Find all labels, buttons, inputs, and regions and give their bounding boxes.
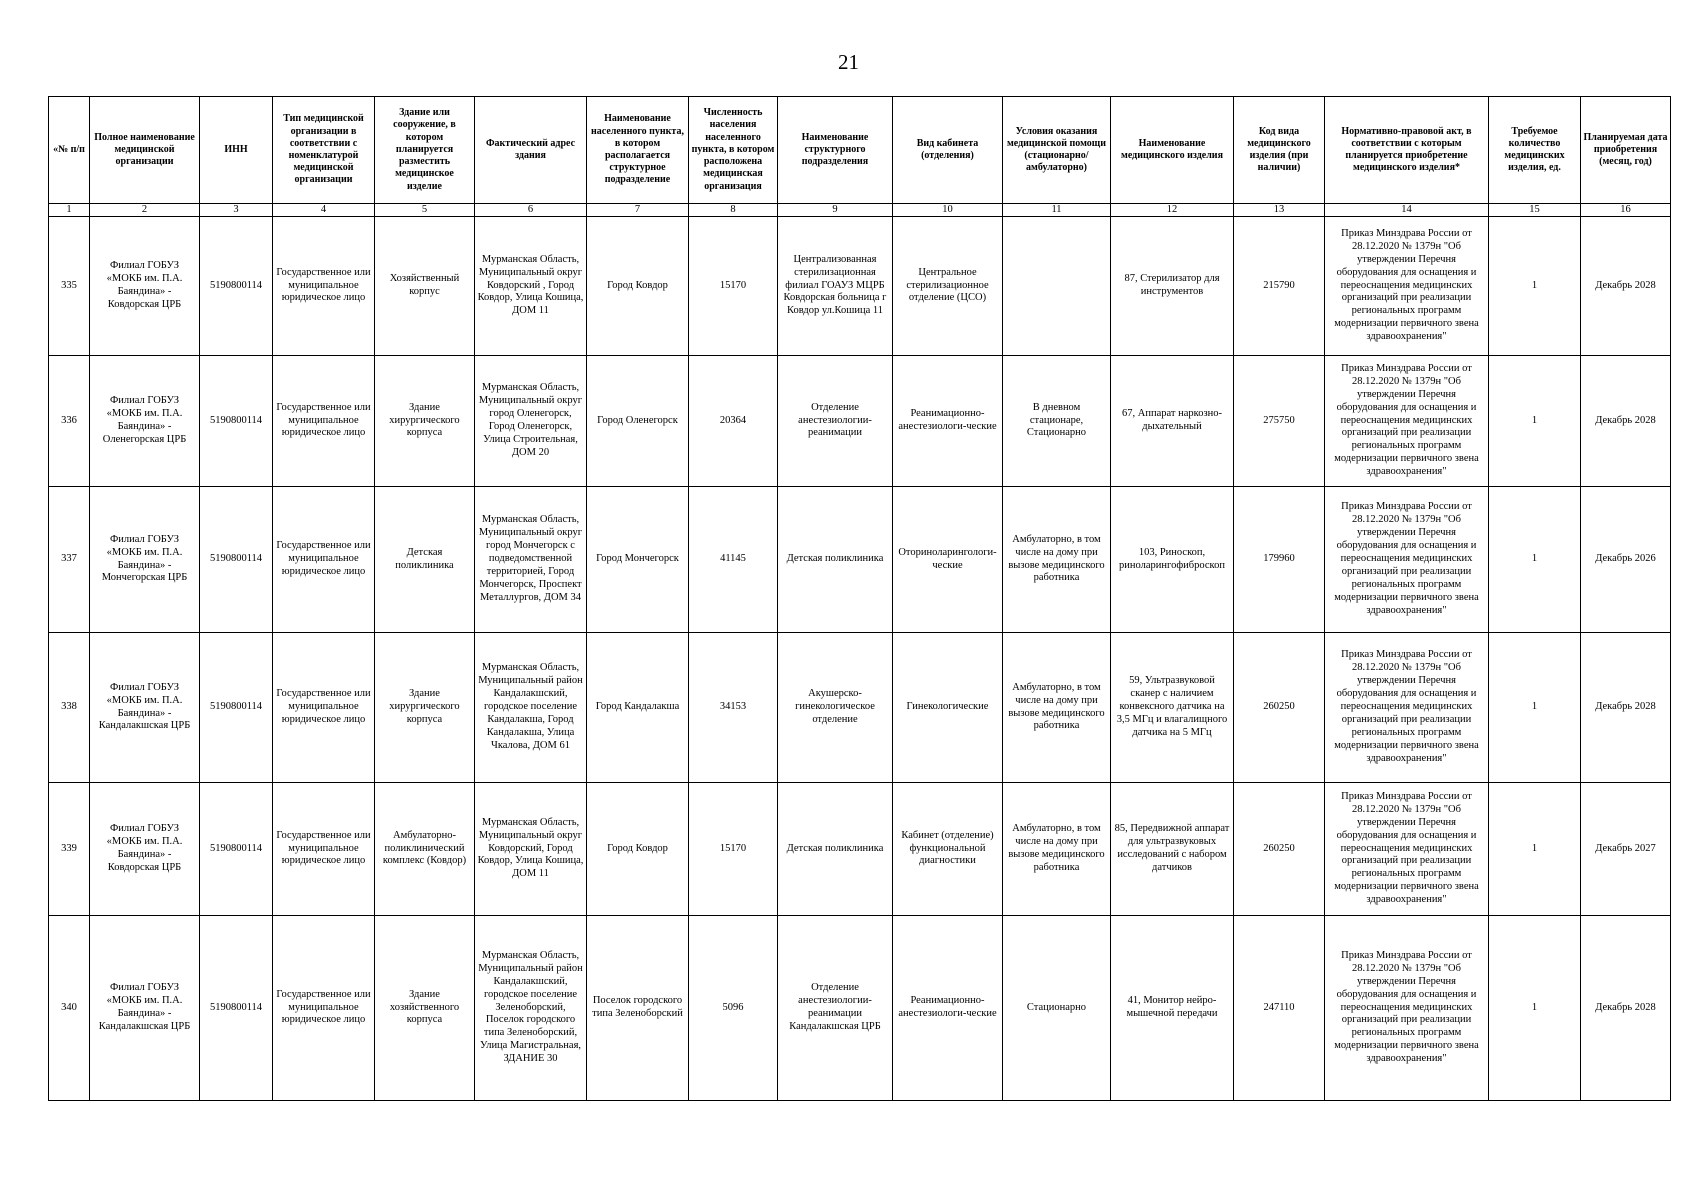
cell-qty: 1 xyxy=(1489,916,1581,1101)
header-cell: Численность населения населенного пункта, в котором расположена медицинская организация xyxy=(689,97,778,204)
column-number: 8 xyxy=(689,204,778,217)
header-cell: Код вида медицинского изделия (при наличии) xyxy=(1234,97,1325,204)
cell-org: Филиал ГОБУЗ «МОКБ им. П.А. Баяндина» - Кандалакшская ЦРБ xyxy=(90,916,200,1101)
cell-settlement: Поселок городского типа Зеленоборский xyxy=(587,916,689,1101)
cell-settlement: Город Ковдор xyxy=(587,217,689,356)
column-number: 12 xyxy=(1111,204,1234,217)
cell-code: 260250 xyxy=(1234,783,1325,916)
cell-population: 20364 xyxy=(689,356,778,487)
cell-org: Филиал ГОБУЗ «МОКБ им. П.А. Баяндина» - Ковдорская ЦРБ xyxy=(90,783,200,916)
table-row xyxy=(49,783,1671,916)
cell-building: Хозяйственный корпус xyxy=(375,217,475,356)
column-number: 9 xyxy=(778,204,893,217)
cell-act: Приказ Минздрава России от 28.12.2020 № 1379н "Об утверждении Перечня оборудования для оснащения и переоснащения медицинских организаций при реализации региональных программ модернизации первичного звена здравоохранения" xyxy=(1325,633,1489,783)
cell-inn: 5190800114 xyxy=(200,633,273,783)
cell-building: Амбулаторно-поликлинический комплекс (Ковдор) xyxy=(375,783,475,916)
header-cell: Наименование медицинского изделия xyxy=(1111,97,1234,204)
cell-settlement: Город Кандалакша xyxy=(587,633,689,783)
cell-address: Мурманская Область, Муниципальный округ город Оленегорск, Город Оленегорск, Улица Строительная, ДОМ 20 xyxy=(475,356,587,487)
cell-date: Декабрь 2028 xyxy=(1581,916,1671,1101)
table-row xyxy=(49,916,1671,1101)
cell-cabinet: Оториноларингологи-ческие xyxy=(893,487,1003,633)
cell-address: Мурманская Область, Муниципальный район Кандалакшский, городское поселение Зеленоборский, Поселок городского типа Зеленоборский, Улица Магистральная, ЗДАНИЕ 30 xyxy=(475,916,587,1101)
cell-code: 275750 xyxy=(1234,356,1325,487)
header-cell: Тип медицинской организации в соответствии с номенклатурой медицинской организации xyxy=(273,97,375,204)
cell-unit: Акушерско-гинекологическое отделение xyxy=(778,633,893,783)
cell-type: Государственное или муниципальное юридическое лицо xyxy=(273,633,375,783)
cell-num: 337 xyxy=(49,487,90,633)
cell-qty: 1 xyxy=(1489,633,1581,783)
cell-type: Государственное или муниципальное юридическое лицо xyxy=(273,217,375,356)
cell-cabinet: Кабинет (отделение) функциональной диагностики xyxy=(893,783,1003,916)
cell-settlement: Город Ковдор xyxy=(587,783,689,916)
cell-num: 336 xyxy=(49,356,90,487)
cell-act: Приказ Минздрава России от 28.12.2020 № 1379н "Об утверждении Перечня оборудования для оснащения и переоснащения медицинских организаций при реализации региональных программ модернизации первичного звена здравоохранения" xyxy=(1325,217,1489,356)
column-number: 16 xyxy=(1581,204,1671,217)
column-number: 11 xyxy=(1003,204,1111,217)
header-cell: Наименование населенного пункта, в котором располагается структурное подразделение xyxy=(587,97,689,204)
header-cell: ИНН xyxy=(200,97,273,204)
column-number: 6 xyxy=(475,204,587,217)
header-row xyxy=(49,97,1671,204)
cell-org: Филиал ГОБУЗ «МОКБ им. П.А. Баяндина» - Ковдорская ЦРБ xyxy=(90,217,200,356)
column-number: 3 xyxy=(200,204,273,217)
column-number: 10 xyxy=(893,204,1003,217)
cell-device: 85, Передвижной аппарат для ультразвуковых исследований с набором датчиков xyxy=(1111,783,1234,916)
cell-code: 179960 xyxy=(1234,487,1325,633)
column-number-row xyxy=(49,204,1671,217)
cell-device: 67, Аппарат наркозно-дыхательный xyxy=(1111,356,1234,487)
header-cell: Здание или сооружение, в котором планируется разместить медицинское изделие xyxy=(375,97,475,204)
cell-act: Приказ Минздрава России от 28.12.2020 № 1379н "Об утверждении Перечня оборудования для оснащения и переоснащения медицинских организаций при реализации региональных программ модернизации первичного звена здравоохранения" xyxy=(1325,356,1489,487)
header-cell: Фактический адрес здания xyxy=(475,97,587,204)
cell-org: Филиал ГОБУЗ «МОКБ им. П.А. Баяндина» - Оленегорская ЦРБ xyxy=(90,356,200,487)
cell-code: 260250 xyxy=(1234,633,1325,783)
cell-date: Декабрь 2028 xyxy=(1581,356,1671,487)
cell-qty: 1 xyxy=(1489,487,1581,633)
cell-settlement: Город Оленегорск xyxy=(587,356,689,487)
cell-address: Мурманская Область, Муниципальный район Кандалакшский, городское поселение Кандалакша, Город Кандалакша, Улица Чкалова, ДОМ 61 xyxy=(475,633,587,783)
cell-act: Приказ Минздрава России от 28.12.2020 № 1379н "Об утверждении Перечня оборудования для оснащения и переоснащения медицинских организаций при реализации региональных программ модернизации первичного звена здравоохранения" xyxy=(1325,916,1489,1101)
cell-inn: 5190800114 xyxy=(200,783,273,916)
cell-conditions: Амбулаторно, в том числе на дому при вызове медицинского работника xyxy=(1003,487,1111,633)
cell-unit: Отделение анестезиологии-реанимации Кандалакшская ЦРБ xyxy=(778,916,893,1101)
cell-type: Государственное или муниципальное юридическое лицо xyxy=(273,487,375,633)
cell-type: Государственное или муниципальное юридическое лицо xyxy=(273,783,375,916)
cell-device: 87, Стерилизатор для инструментов xyxy=(1111,217,1234,356)
page-number: 21 xyxy=(838,50,859,74)
header-cell: Полное наименование медицинской организации xyxy=(90,97,200,204)
header-cell: Условия оказания медицинской помощи (стационарно/ амбулаторно) xyxy=(1003,97,1111,204)
column-number: 4 xyxy=(273,204,375,217)
cell-unit: Детская поликлиника xyxy=(778,783,893,916)
cell-cabinet: Гинекологические xyxy=(893,633,1003,783)
cell-date: Декабрь 2028 xyxy=(1581,217,1671,356)
cell-device: 41, Монитор нейро-мышечной передачи xyxy=(1111,916,1234,1101)
cell-population: 15170 xyxy=(689,217,778,356)
cell-type: Государственное или муниципальное юридическое лицо xyxy=(273,356,375,487)
cell-code: 247110 xyxy=(1234,916,1325,1101)
cell-building: Здание хирургического корпуса xyxy=(375,633,475,783)
cell-conditions xyxy=(1003,217,1111,356)
cell-cabinet: Реанимационно-анестезиологи-ческие xyxy=(893,916,1003,1101)
cell-population: 5096 xyxy=(689,916,778,1101)
cell-org: Филиал ГОБУЗ «МОКБ им. П.А. Баяндина» - Мончегорская ЦРБ xyxy=(90,487,200,633)
column-number: 2 xyxy=(90,204,200,217)
cell-building: Здание хирургического корпуса xyxy=(375,356,475,487)
cell-cabinet: Реанимационно-анестезиологи-ческие xyxy=(893,356,1003,487)
cell-conditions: Амбулаторно, в том числе на дому при вызове медицинского работника xyxy=(1003,633,1111,783)
header-cell: «№ п/п xyxy=(49,97,90,204)
header-cell: Требуемое количество медицинских изделия, ед. xyxy=(1489,97,1581,204)
cell-conditions: Амбулаторно, в том числе на дому при вызове медицинского работника xyxy=(1003,783,1111,916)
cell-inn: 5190800114 xyxy=(200,217,273,356)
cell-building: Здание хозяйственного корпуса xyxy=(375,916,475,1101)
column-number: 13 xyxy=(1234,204,1325,217)
cell-inn: 5190800114 xyxy=(200,356,273,487)
table-row xyxy=(49,217,1671,356)
cell-population: 34153 xyxy=(689,633,778,783)
column-number: 1 xyxy=(49,204,90,217)
cell-qty: 1 xyxy=(1489,783,1581,916)
cell-unit: Централизованная стерилизационная филиал ГОАУЗ МЦРБ Ковдорская больница г Ковдор ул.Кошица 11 xyxy=(778,217,893,356)
cell-code: 215790 xyxy=(1234,217,1325,356)
cell-num: 339 xyxy=(49,783,90,916)
column-number: 14 xyxy=(1325,204,1489,217)
cell-type: Государственное или муниципальное юридическое лицо xyxy=(273,916,375,1101)
cell-address: Мурманская Область, Муниципальный округ город Мончегорск с подведомственной территорией, Город Мончегорск, Проспект Металлургов, ДОМ 34 xyxy=(475,487,587,633)
cell-address: Мурманская Область, Муниципальный округ Ковдорский , Город Ковдор, Улица Кошица, ДОМ 11 xyxy=(475,217,587,356)
cell-address: Мурманская Область, Муниципальный округ Ковдорский, Город Ковдор, Улица Кошица, ДОМ 11 xyxy=(475,783,587,916)
cell-building: Детская поликлиника xyxy=(375,487,475,633)
cell-act: Приказ Минздрава России от 28.12.2020 № 1379н "Об утверждении Перечня оборудования для оснащения и переоснащения медицинских организаций при реализации региональных программ модернизации первичного звена здравоохранения" xyxy=(1325,783,1489,916)
cell-unit: Детская поликлиника xyxy=(778,487,893,633)
cell-cabinet: Центральное стерилизационное отделение (ЦСО) xyxy=(893,217,1003,356)
column-number: 15 xyxy=(1489,204,1581,217)
cell-date: Декабрь 2027 xyxy=(1581,783,1671,916)
cell-population: 41145 xyxy=(689,487,778,633)
table-row xyxy=(49,356,1671,487)
cell-qty: 1 xyxy=(1489,217,1581,356)
cell-inn: 5190800114 xyxy=(200,916,273,1101)
cell-org: Филиал ГОБУЗ «МОКБ им. П.А. Баяндина» - Кандалакшская ЦРБ xyxy=(90,633,200,783)
header-cell: Планируемая дата приобретения (месяц, год) xyxy=(1581,97,1671,204)
cell-device: 59, Ультразвуковой сканер с наличием конвексного датчика на 3,5 МГц и влагалищного датчика на 5 МГц xyxy=(1111,633,1234,783)
cell-conditions: В дневном стационаре, Стационарно xyxy=(1003,356,1111,487)
cell-date: Декабрь 2026 xyxy=(1581,487,1671,633)
cell-unit: Отделение анестезиологии-реанимации xyxy=(778,356,893,487)
cell-qty: 1 xyxy=(1489,356,1581,487)
header-cell: Нормативно-правовой акт, в соответствии с которым планируется приобретение медицинского изделия* xyxy=(1325,97,1489,204)
cell-date: Декабрь 2028 xyxy=(1581,633,1671,783)
column-number: 7 xyxy=(587,204,689,217)
cell-act: Приказ Минздрава России от 28.12.2020 № 1379н "Об утверждении Перечня оборудования для оснащения и переоснащения медицинских организаций при реализации региональных программ модернизации первичного звена здравоохранения" xyxy=(1325,487,1489,633)
equipment-table xyxy=(48,96,1671,1101)
cell-device: 103, Риноскоп, риноларингофиброскоп xyxy=(1111,487,1234,633)
cell-conditions: Стационарно xyxy=(1003,916,1111,1101)
column-number: 5 xyxy=(375,204,475,217)
cell-settlement: Город Мончегорск xyxy=(587,487,689,633)
cell-num: 340 xyxy=(49,916,90,1101)
table-row xyxy=(49,633,1671,783)
header-cell: Вид кабинета (отделения) xyxy=(893,97,1003,204)
header-cell: Наименование структурного подразделения xyxy=(778,97,893,204)
cell-population: 15170 xyxy=(689,783,778,916)
table-row xyxy=(49,487,1671,633)
cell-num: 338 xyxy=(49,633,90,783)
cell-num: 335 xyxy=(49,217,90,356)
cell-inn: 5190800114 xyxy=(200,487,273,633)
